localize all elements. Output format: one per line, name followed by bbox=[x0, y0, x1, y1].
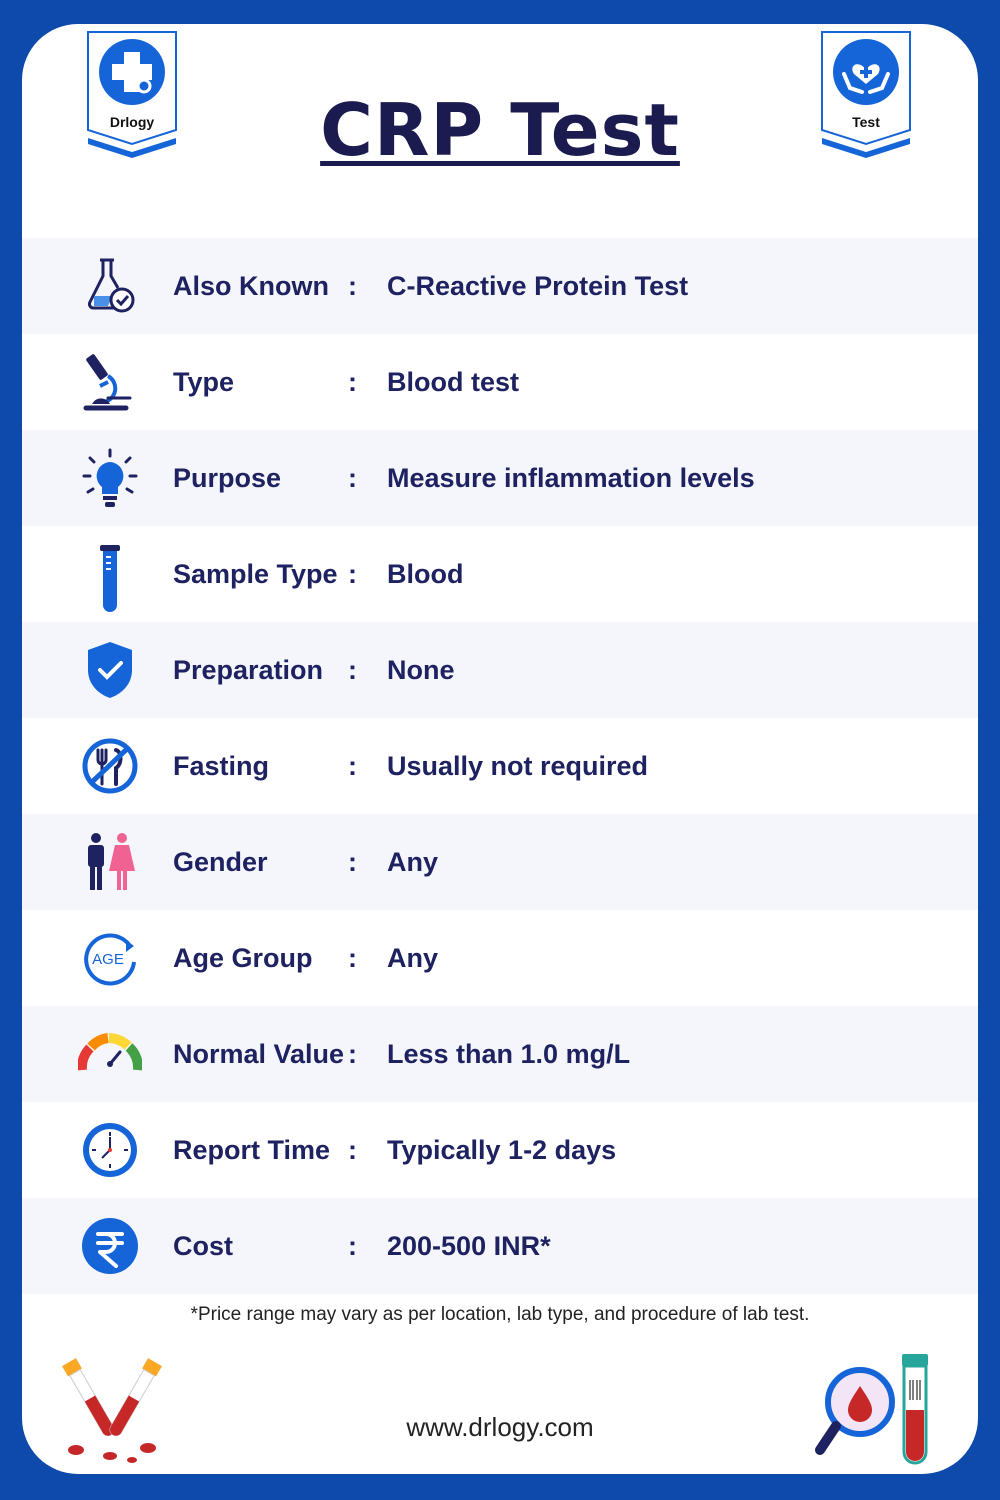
row-label: Normal Value bbox=[173, 1039, 345, 1069]
row-colon: : bbox=[348, 463, 357, 493]
row-colon: : bbox=[348, 655, 357, 685]
row-label: Sample Type bbox=[173, 559, 338, 589]
row-colon: : bbox=[348, 271, 357, 301]
row-colon: : bbox=[348, 1231, 357, 1261]
row-gender bbox=[22, 814, 978, 910]
row-sample-type bbox=[22, 526, 978, 622]
gender-icon bbox=[78, 832, 142, 892]
row-label: Report Time bbox=[173, 1135, 331, 1165]
row-cost bbox=[22, 1198, 978, 1294]
age-icon-text: AGE bbox=[92, 951, 124, 968]
row-label: Type bbox=[173, 367, 235, 397]
row-label: Gender bbox=[173, 847, 268, 877]
row-value: 200-500 INR* bbox=[387, 1231, 551, 1261]
row-value: Blood bbox=[387, 559, 464, 589]
price-footnote: *Price range may vary as per location, lab type, and procedure of lab test. bbox=[190, 1304, 810, 1325]
row-normal-value bbox=[22, 1006, 978, 1102]
row-value: Blood test bbox=[387, 367, 519, 397]
test-badge-label: Test bbox=[852, 114, 880, 130]
row-purpose bbox=[22, 430, 978, 526]
website-url[interactable]: www.drlogy.com bbox=[406, 1412, 594, 1442]
row-label: Cost bbox=[173, 1231, 233, 1261]
row-fasting bbox=[22, 718, 978, 814]
row-report-time bbox=[22, 1102, 978, 1198]
row-colon: : bbox=[348, 943, 357, 973]
rupee-icon bbox=[78, 1216, 142, 1276]
info-card bbox=[22, 24, 978, 1474]
row-colon: : bbox=[348, 367, 357, 397]
row-also-known bbox=[22, 238, 978, 334]
info-table bbox=[22, 238, 978, 1294]
magnifier-blood-sample-icon bbox=[814, 1352, 940, 1468]
page-title bbox=[22, 88, 978, 172]
test-tube-icon bbox=[78, 534, 142, 612]
row-colon: : bbox=[348, 751, 357, 781]
row-colon: : bbox=[348, 1039, 357, 1069]
gauge-icon bbox=[78, 1024, 142, 1084]
row-age-group bbox=[22, 910, 978, 1006]
microscope-icon bbox=[78, 352, 142, 412]
row-type bbox=[22, 334, 978, 430]
row-colon: : bbox=[348, 559, 357, 589]
row-label: Fasting bbox=[173, 751, 270, 781]
row-value: Measure inflammation levels bbox=[387, 463, 755, 493]
row-value: Any bbox=[387, 943, 439, 973]
row-value: Less than 1.0 mg/L bbox=[387, 1039, 631, 1069]
page-title-text: CRP Test bbox=[320, 88, 680, 172]
row-label: Purpose bbox=[173, 463, 282, 493]
row-label: Also Known bbox=[173, 271, 329, 301]
row-value: Typically 1-2 days bbox=[387, 1135, 617, 1165]
row-colon: : bbox=[348, 847, 357, 877]
row-value: Usually not required bbox=[387, 751, 649, 781]
row-colon: : bbox=[348, 1135, 357, 1165]
shield-check-icon bbox=[78, 640, 142, 700]
row-label: Preparation bbox=[173, 655, 324, 685]
lightbulb-icon bbox=[78, 448, 142, 508]
row-preparation bbox=[22, 622, 978, 718]
row-value: C-Reactive Protein Test bbox=[387, 271, 689, 301]
row-value: None bbox=[387, 655, 455, 685]
row-value: Any bbox=[387, 847, 439, 877]
blood-tubes-icon bbox=[62, 1352, 162, 1464]
drlogy-badge-label: Drlogy bbox=[109, 114, 155, 130]
flask-check-icon bbox=[78, 256, 142, 316]
age-icon bbox=[78, 928, 142, 988]
no-food-icon bbox=[78, 736, 142, 796]
clock-icon bbox=[78, 1120, 142, 1180]
row-label: Age Group bbox=[173, 943, 313, 973]
